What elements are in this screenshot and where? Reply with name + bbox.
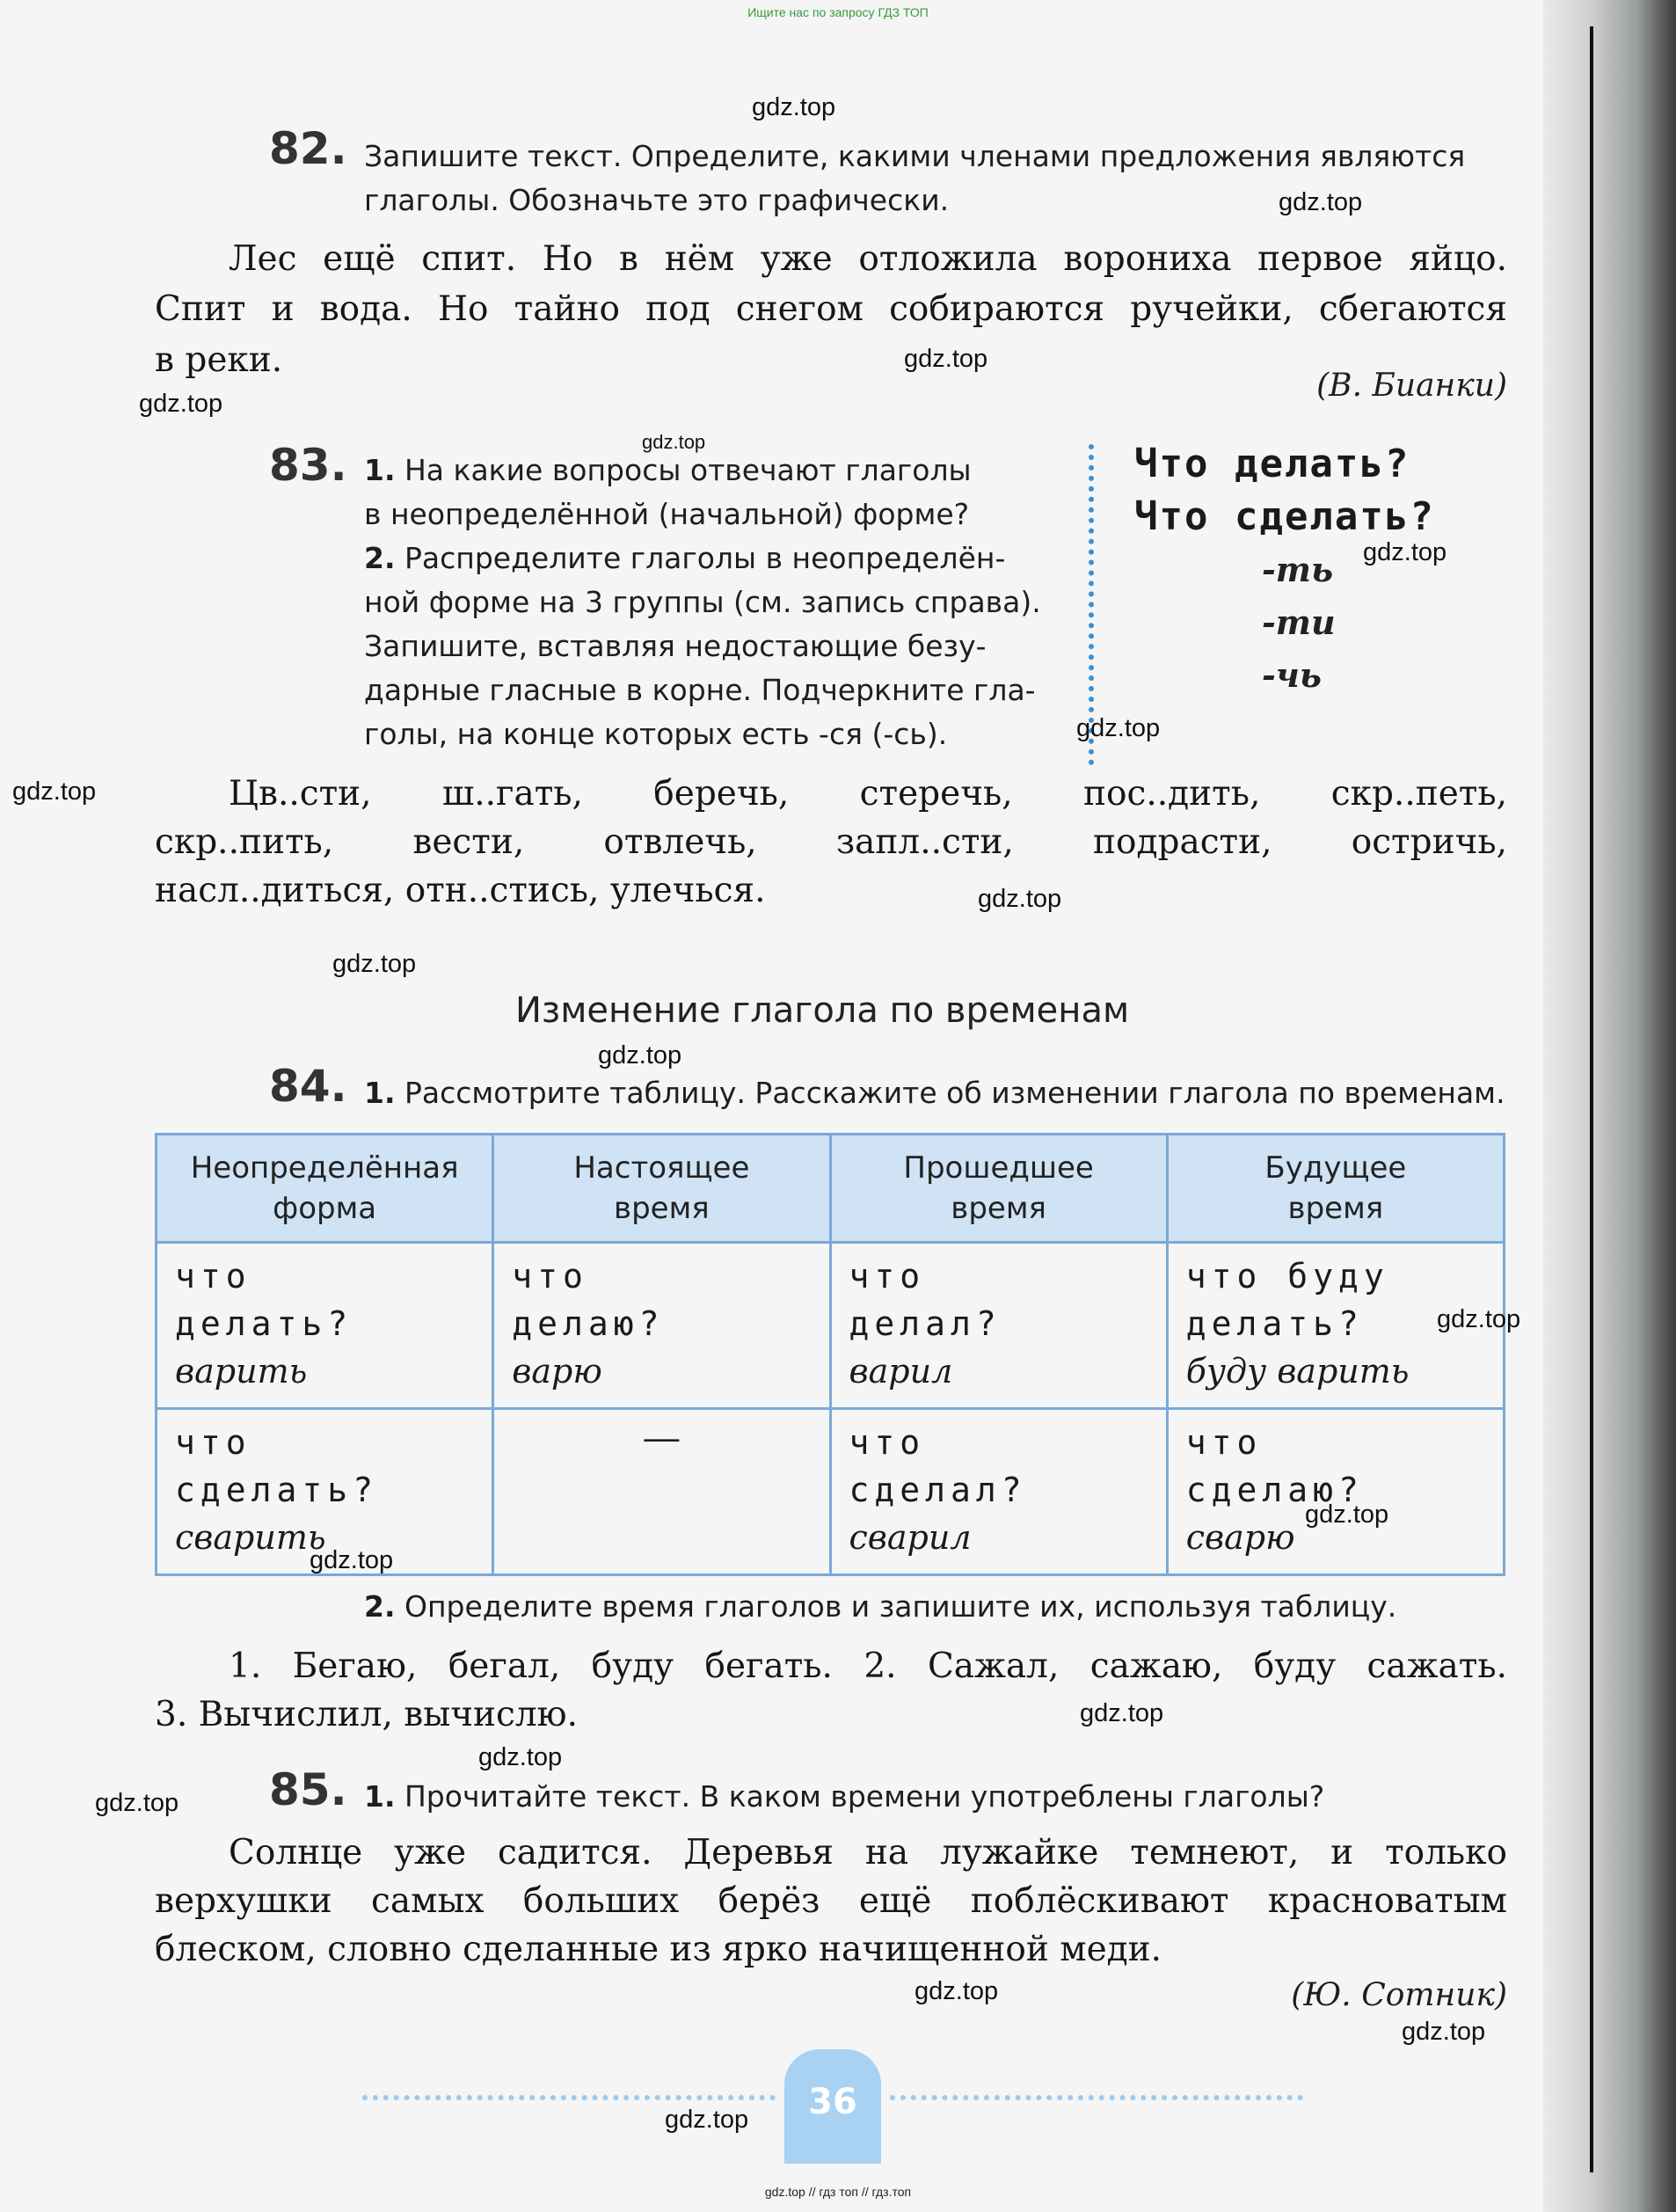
exercise-83-task-line: Запишите, вставляя недостающие безу- — [364, 629, 987, 663]
page-number-dots-left — [362, 2095, 776, 2106]
watermark: gdz.top — [1305, 1500, 1389, 1529]
table-cell: что сделать? сварить — [157, 1409, 493, 1575]
exercise-85-text-line-1: Солнце уже садится. Деревья на лужайке темнеют, и только — [229, 1833, 1507, 1873]
table-cell: что сделаю? сварю — [1167, 1409, 1504, 1575]
watermark: gdz.top — [310, 1546, 394, 1574]
table-row — [157, 1243, 1505, 1409]
exercise-85-text-line-3: блеском, словно сделанные из ярко начищенной меди. — [155, 1930, 1162, 1969]
exercise-82-task-line-1: Запишите текст. Определите, какими членами предложения являются — [364, 139, 1466, 173]
exercise-82-text-line-2: Спит и вода. Но тайно под снегом собираются ручейки, сбегаются — [155, 289, 1507, 329]
exercise-83-task-line: дарные гласные в корне. Подчеркните гла- — [364, 673, 1036, 707]
watermark: gdz.top — [1076, 714, 1161, 742]
watermark: gdz.top — [978, 885, 1062, 913]
watermark: gdz.top — [332, 950, 417, 978]
table-cell: что буду делать? буду варить — [1167, 1243, 1504, 1409]
exercise-83-words-line-2: скр..пить, вести, отвлечь, запл..сти, подрасти, остричь, — [155, 822, 1507, 862]
exercise-83-task-line: ной форме на 3 группы (см. запись справа). — [364, 585, 1041, 619]
header-infinitive: Неопределённая форма — [157, 1135, 493, 1243]
exercise-84-task-1: 1. Рассмотрите таблицу. Расскажите об изменении глагола по временам. — [364, 1076, 1505, 1110]
exercise-83-number: 83. — [269, 440, 347, 491]
watermark: gdz.top — [1402, 2018, 1486, 2046]
exercise-84-number: 84. — [269, 1061, 347, 1112]
bottom-banner: gdz.top // гдз топ // гдз.топ — [764, 2185, 912, 2199]
exercise-83-words-line-3: насл..диться, отн..стись, улечься. — [155, 871, 766, 910]
exercise-83-task — [364, 449, 1050, 756]
table-cell: — — [493, 1409, 830, 1575]
watermark: gdz.top — [1363, 538, 1447, 566]
watermark: gdz.top — [665, 2106, 749, 2134]
exercise-85-task-1: 1. Прочитайте текст. В каком времени употреблены глаголы? — [364, 1779, 1325, 1814]
question-what-to-do: Что делать? — [1134, 442, 1410, 486]
exercise-84-text-line-1: 1. Бегаю, бегал, буду бегать. 2. Сажал, сажаю, буду сажать. — [229, 1646, 1507, 1686]
exercise-85-number: 85. — [269, 1764, 347, 1815]
suffix-t: -ть — [1262, 550, 1334, 589]
header-present: Настоящее время — [493, 1135, 830, 1243]
table-cell: что делать? варить — [157, 1243, 493, 1409]
watermark: gdz.top — [752, 93, 836, 121]
exercise-83-task-line: 1. На какие вопросы отвечают глаголы — [364, 453, 972, 487]
page-number: 36 — [808, 2082, 857, 2122]
exercise-82-number: 82. — [269, 123, 347, 174]
suffix-ch: -чь — [1262, 655, 1323, 695]
question-what-to-finish: Что сделать? — [1134, 494, 1435, 539]
section-title: Изменение глагола по временам — [515, 990, 1130, 1031]
watermark: gdz.top — [1279, 188, 1363, 216]
exercise-82-author: (В. Бианки) — [1316, 368, 1507, 404]
table-cell: что сделал? сварил — [830, 1409, 1167, 1575]
exercise-82-text-line-3: в реки. — [155, 340, 283, 380]
watermark: gdz.top — [12, 777, 97, 806]
exercise-84-text-line-2: 3. Вычислил, вычислю. — [155, 1695, 579, 1734]
exercise-82-task-line-2: глаголы. Обозначьте это графически. — [364, 183, 950, 217]
book-spine-shadow — [1543, 0, 1676, 2212]
watermark: gdz.top — [139, 390, 223, 418]
header-past: Прошедшее время — [830, 1135, 1167, 1243]
watermark: gdz.top — [915, 1977, 999, 2005]
exercise-85-author: (Ю. Сотник) — [1291, 1977, 1507, 2013]
exercise-83-task-line: 2. Распределите глаголы в неопределён- — [364, 541, 1006, 575]
watermark: gdz.top — [478, 1743, 563, 1771]
top-banner: Ищите нас по запросу ГДЗ ТОП — [747, 5, 929, 19]
page-number-dots-right — [890, 2095, 1303, 2106]
suffix-ti: -ти — [1262, 602, 1336, 642]
book-spine-edge — [1590, 26, 1593, 2172]
watermark: gdz.top — [1437, 1305, 1521, 1333]
exercise-83-words-line-1: Цв..сти, ш..гать, беречь, стеречь, пос..дить, скр..петь, — [229, 774, 1507, 814]
table-cell: что делал? варил — [830, 1243, 1167, 1409]
watermark: gdz.top — [642, 431, 706, 453]
exercise-83-task-line: в неопределённой (начальной) форме? — [364, 497, 970, 531]
exercise-83-task-line: голы, на конце которых есть -ся (-сь). — [364, 717, 948, 751]
header-future: Будущее время — [1167, 1135, 1504, 1243]
watermark: gdz.top — [904, 345, 988, 373]
exercise-84-task-2: 2. Определите время глаголов и запишите их, используя таблицу. — [364, 1589, 1397, 1624]
watermark: gdz.top — [1080, 1699, 1164, 1727]
watermark: gdz.top — [598, 1041, 682, 1069]
watermark: gdz.top — [95, 1789, 179, 1817]
table-header-row — [157, 1135, 1505, 1243]
verb-tenses-table — [155, 1133, 1505, 1576]
page-number-badge — [784, 2049, 881, 2164]
exercise-85-text-line-2: верхушки самых больших берёз ещё поблёскивают красноватым — [155, 1881, 1507, 1921]
exercise-82-text-line-1: Лес ещё спит. Но в нём уже отложила ворониха первое яйцо. — [229, 239, 1507, 279]
table-cell: что делаю? варю — [493, 1243, 830, 1409]
